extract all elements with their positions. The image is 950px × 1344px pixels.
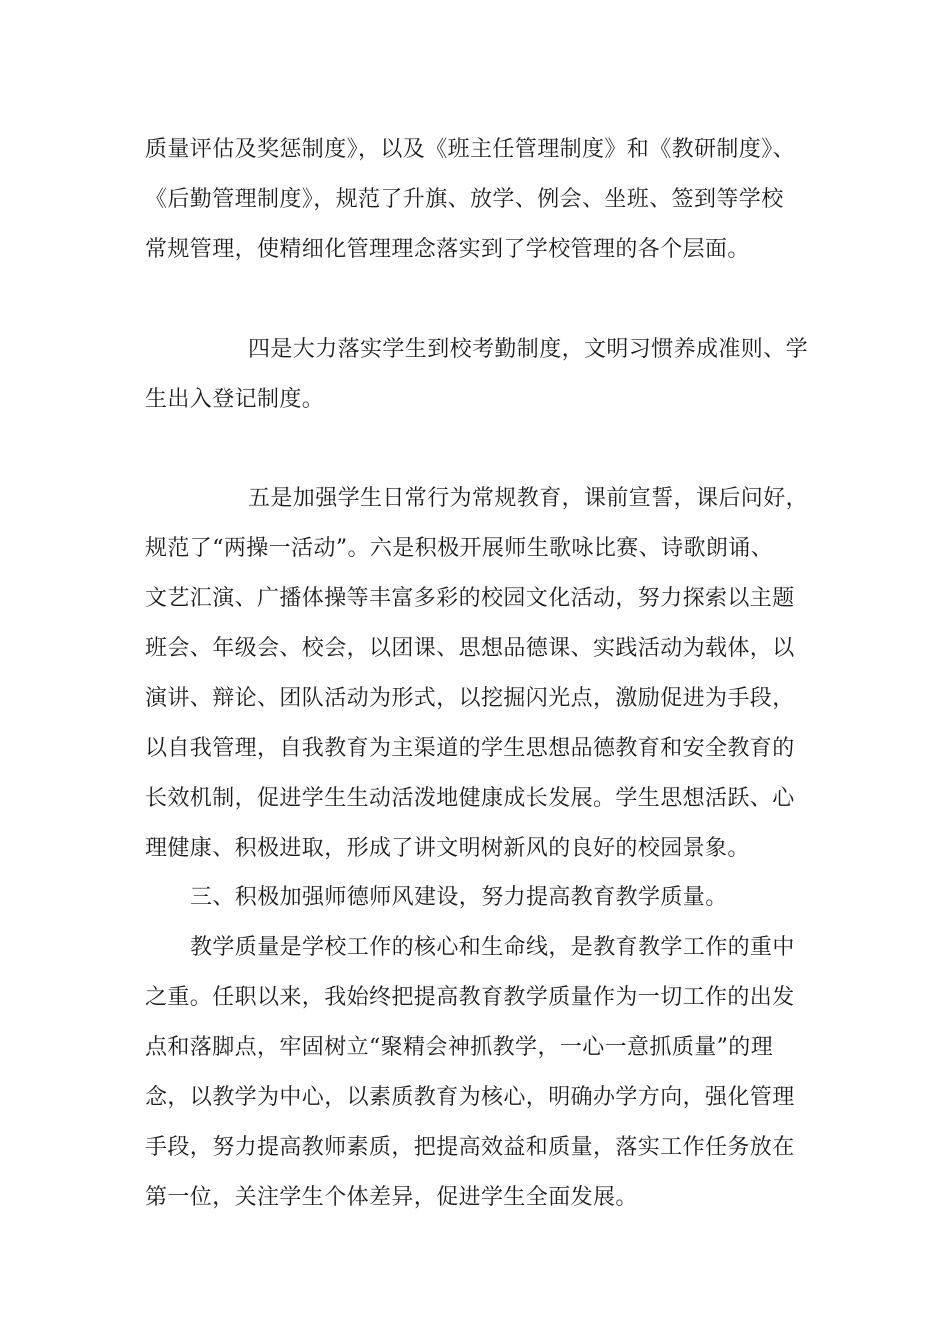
paragraph-3-line-5: 演讲、辩论、团队活动为形式，以挖掘闪光点，激励促进为手段， bbox=[145, 686, 795, 711]
paragraph-2-line-1: 四是大力落实学生到校考勤制度，文明习惯养成准则、学 bbox=[248, 337, 809, 362]
paragraph-2-line-2: 生出入登记制度。 bbox=[145, 387, 325, 412]
paragraph-4-line-2: 之重。任职以来，我始终把提高教育教学质量作为一切工作的出发 bbox=[145, 985, 795, 1010]
paragraph-3-line-7: 长效机制，促进学生生动活泼地健康成长发展。学生思想活跃、心 bbox=[145, 786, 795, 811]
paragraph-1-line-3: 常规管理，使精细化管理理念落实到了学校管理的各个层面。 bbox=[145, 237, 750, 262]
paragraph-3-line-8: 理健康、积极进取，形成了讲文明树新风的良好的校园景象。 bbox=[145, 836, 750, 861]
paragraph-3-line-4: 班会、年级会、校会，以团课、思想品德课、实践活动为载体，以 bbox=[145, 636, 795, 661]
paragraph-1-line-1: 质量评估及奖惩制度》，以及《班主任管理制度》和《教研制度》、 bbox=[145, 137, 796, 162]
paragraph-3-line-1: 五是加强学生日常行为常规教育，课前宣誓，课后问好， bbox=[248, 486, 809, 511]
paragraph-3-line-3: 文艺汇演、广播体操等丰富多彩的校园文化活动，努力探索以主题 bbox=[145, 586, 795, 611]
paragraph-4-line-1: 教学质量是学校工作的核心和生命线，是教育教学工作的重中 bbox=[190, 935, 795, 960]
paragraph-4-line-5: 手段，努力提高教师素质，把提高效益和质量，落实工作任务放在 bbox=[145, 1135, 795, 1160]
paragraph-3-line-6: 以自我管理，自我教育为主渠道的学生思想品德教育和安全教育的 bbox=[145, 736, 795, 761]
paragraph-4-line-3: 点和落脚点，牢固树立“聚精会神抓教学，一心一意抓质量”的理 bbox=[145, 1035, 774, 1060]
section-heading: 三、积极加强师德师风建设，努力提高教育教学质量。 bbox=[190, 885, 728, 910]
paragraph-4-line-6: 第一位，关注学生个体差异，促进学生全面发展。 bbox=[145, 1185, 638, 1210]
paragraph-4-line-4: 念，以教学为中心，以素质教育为核心，明确办学方向，强化管理 bbox=[145, 1085, 795, 1110]
paragraph-3-line-2: 规范了“两操一活动”。六是积极开展师生歌咏比赛、诗歌朗诵、 bbox=[145, 536, 774, 561]
paragraph-1-line-2: 《后勤管理制度》，规范了升旗、放学、例会、坐班、签到等学校 bbox=[145, 187, 784, 212]
